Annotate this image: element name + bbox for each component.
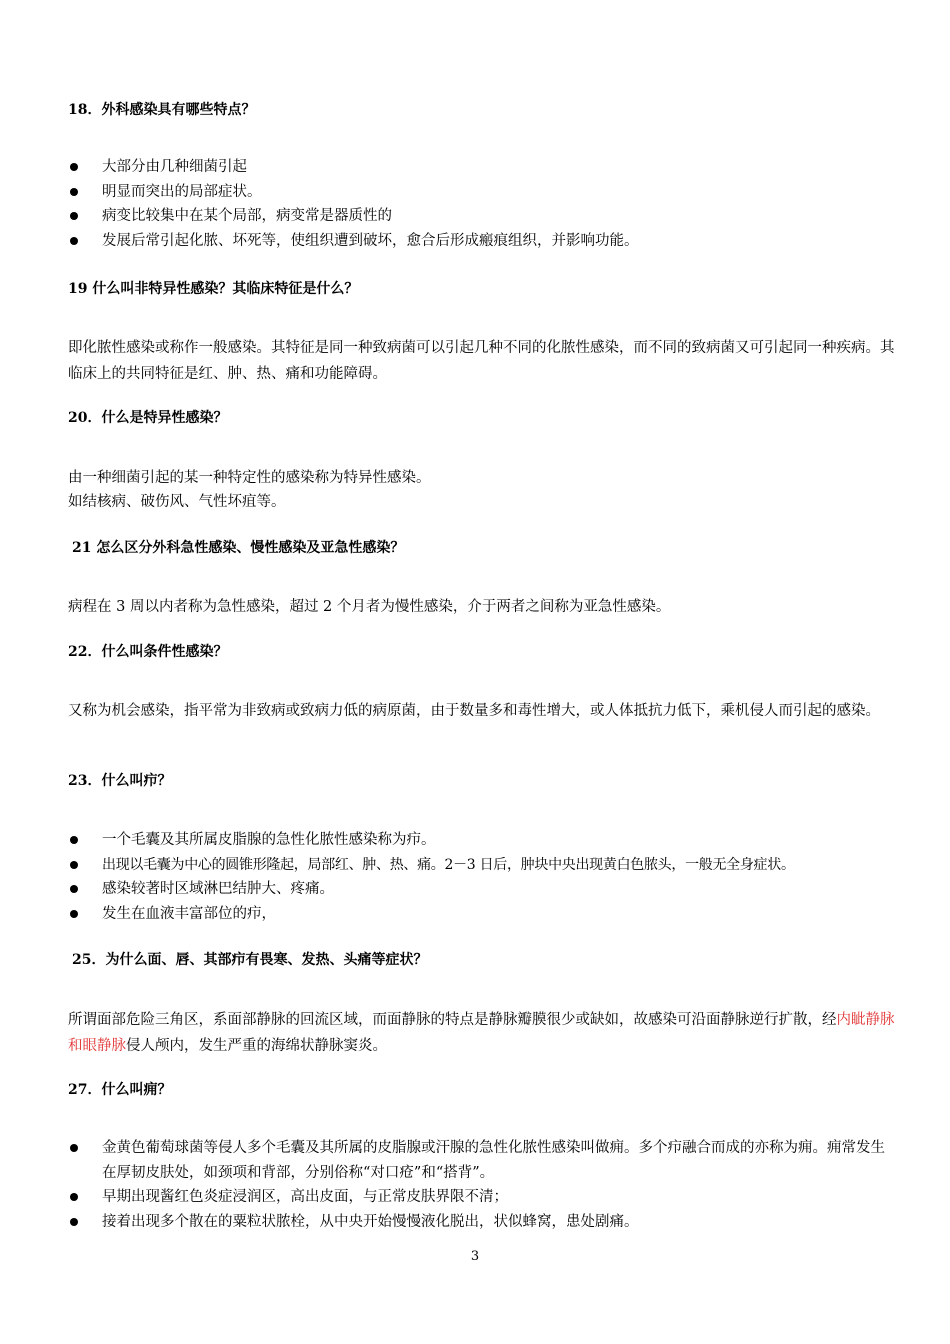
bullet-icon: [70, 163, 78, 171]
question-heading-22: 22．什么叫条件性感染？: [68, 644, 228, 660]
list-item-text: 接着出现多个散在的粟粒状脓栓，从中央开始慢慢液化脱出，状似蜂窝，患处剧痛。: [102, 1213, 639, 1230]
list-item: [68, 180, 898, 205]
page-number: 3: [470, 1249, 480, 1264]
list-item: [68, 902, 913, 927]
bullet-list-23: [68, 828, 913, 926]
bullet-icon: [70, 885, 78, 893]
list-item: [68, 828, 913, 853]
bullet-list-18: [68, 155, 898, 253]
question-heading-20: 20．什么是特异性感染？: [68, 410, 228, 426]
bullet-icon: [70, 212, 78, 220]
answer-line-20-1: 由一种细菌引起的某一种特定性的感染称为特异性感染。: [68, 470, 431, 486]
question-heading-23: 23．什么叫疖？: [68, 773, 172, 789]
list-item: [68, 1210, 898, 1235]
question-heading-19: 19 什么叫非特异性感染？其临床特征是什么？: [68, 281, 359, 297]
list-item-text: 发展后常引起化脓、坏死等，使组织遭到破坏，愈合后形成瘢痕组织，并影响功能。: [102, 232, 639, 249]
question-heading-25: 25．为什么面、唇、其部疖有畏寒、发热、头痛等症状？: [72, 952, 428, 968]
list-item-text: 一个毛囊及其所属皮脂腺的急性化脓性感染称为疖。: [102, 832, 436, 848]
list-item-text: 发生在血液丰富部位的疖，: [102, 905, 276, 922]
bullet-icon: [70, 188, 78, 196]
question-heading-21: 21 怎么区分外科急性感染、慢性感染及亚急性感染？: [72, 540, 405, 556]
answer-paragraph-21: 病程在 3 周以内者称为急性感染，超过 2 个月者为慢性感染，介于两者之间称为亚急性感染。: [68, 599, 671, 615]
question-heading-27: 27．什么叫痈？: [68, 1082, 172, 1098]
answer-line-20-2: 如结核病、破伤风、气性坏疽等。: [68, 494, 286, 510]
list-item-text: 感染较著时区域淋巴结肿大、疼痛。: [102, 881, 334, 897]
list-item-text: 大部分由几种细菌引起: [102, 159, 247, 175]
answer-paragraph-25: [68, 1007, 898, 1059]
bullet-icon: [70, 237, 78, 245]
bullet-icon: [70, 910, 78, 918]
list-item-text: 明显而突出的局部症状。: [102, 183, 262, 200]
bullet-icon: [70, 1193, 78, 1201]
list-item-text: 早期出现酱红色炎症浸润区，高出皮面，与正常皮肤界限不清；: [102, 1189, 508, 1205]
list-item: [68, 155, 898, 180]
bullet-icon: [70, 836, 78, 844]
list-item: [68, 1185, 898, 1210]
bullet-list-27: [68, 1136, 898, 1234]
bullet-icon: [70, 1144, 78, 1152]
bullet-icon: [70, 1218, 78, 1226]
question-heading-18: 18．外科感染具有哪些特点？: [68, 102, 256, 118]
answer-text: 侵人颅内，发生严重的海绵状静脉窦炎。: [126, 1038, 387, 1054]
list-item: [68, 877, 913, 902]
answer-text: 所谓面部危险三角区，系面部静脉的回流区域，而面静脉的特点是静脉瓣膜很少或缺如，故感染可沿面静脉逆行扩散，经: [68, 1012, 837, 1028]
answer-paragraph-19: 即化脓性感染或称作一般感染。其特征是同一种致病菌可以引起几种不同的化脓性感染，而不同的致病菌又可引起同一种疾病。其临床上的共同特征是红、肿、热、痛和功能障碍。: [68, 340, 895, 382]
list-item: [68, 1136, 898, 1185]
answer-paragraph-22: 又称为机会感染，指平常为非致病或致病力低的病原菌，由于数量多和毒性增大，或人体抵抗力低下，乘机侵人而引起的感染。: [68, 703, 880, 719]
highlighted-text: 内眦静脉和眼静脉: [68, 1012, 895, 1054]
bullet-icon: [70, 861, 78, 869]
list-item-text: 金黄色葡萄球菌等侵人多个毛囊及其所属的皮脂腺或汗腺的急性化脓性感染叫做痈。多个疖融合而成的亦称为痈。痈常发生在厚韧皮肤处，如颈项和背部，分别俗称“对口疮”和“搭背”。: [102, 1140, 885, 1181]
list-item: [68, 853, 913, 878]
list-item-text: 病变比较集中在某个局部，病变常是器质性的: [102, 208, 392, 224]
list-item: [68, 204, 898, 229]
list-item: [68, 229, 898, 254]
list-item-text: 出现以毛囊为中心的圆锥形隆起，局部红、肿、热、痛。2－3 日后，肿块中央出现黄白色脓头，一般无全身症状。: [102, 856, 795, 873]
